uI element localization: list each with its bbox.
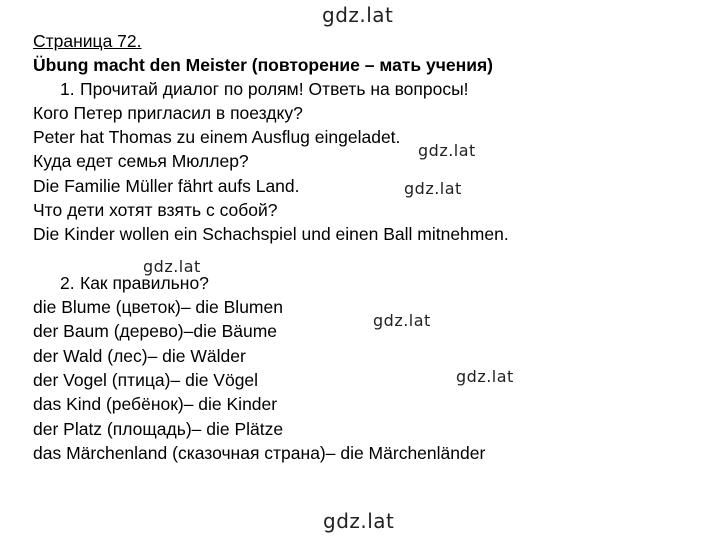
watermark-bottom: gdz.lat — [323, 509, 395, 533]
task1-line: Peter hat Thomas zu einem Ausflug eingeladet. — [33, 127, 401, 147]
section-title: Übung macht den Meister (повторение – мать учения) — [33, 55, 493, 75]
task1-line: Die Kinder wollen ein Schachspiel und einen Ball mitnehmen. — [33, 224, 509, 244]
task2-line: der Vogel (птица)– die Vögel — [33, 370, 259, 390]
task2-instruction — [60, 271, 209, 295]
watermark: gdz.lat — [373, 311, 431, 330]
task1-line: Die Familie Müller fährt aufs Land. — [33, 176, 300, 196]
task2-line: der Wald (лес)– die Wälder — [33, 346, 246, 366]
task2-line: das Märchenland (сказочная страна)– die Märchenländer — [33, 443, 486, 463]
task2-number: 2. — [60, 273, 75, 293]
watermark: gdz.lat — [456, 367, 514, 386]
task2-line: der Platz (площадь)– die Plätze — [33, 419, 284, 439]
task1-instruction — [60, 77, 469, 101]
watermark: gdz.lat — [143, 257, 201, 276]
task2-instruction-text: Как правильно? — [80, 273, 209, 293]
task1-number: 1. — [60, 79, 75, 99]
task2-line: die Blume (цветок)– die Blumen — [33, 297, 283, 317]
watermark: gdz.lat — [418, 141, 476, 160]
task2-line: das Kind (ребёнок)– die Kinder — [33, 394, 278, 414]
task1-line: Кого Петер пригласил в поездку? — [33, 103, 303, 123]
task1-line: Что дети хотят взять с собой? — [33, 200, 278, 220]
task1-instruction-text: Прочитай диалог по ролям! Ответь на вопросы! — [80, 79, 469, 99]
page-reference: Страница 72. — [33, 31, 142, 51]
watermark-top: gdz.lat — [322, 3, 394, 27]
task2-line: der Baum (дерево)–die Bäume — [33, 321, 278, 341]
task1-line: Куда едет семья Мюллер? — [33, 151, 249, 171]
watermark: gdz.lat — [404, 179, 462, 198]
